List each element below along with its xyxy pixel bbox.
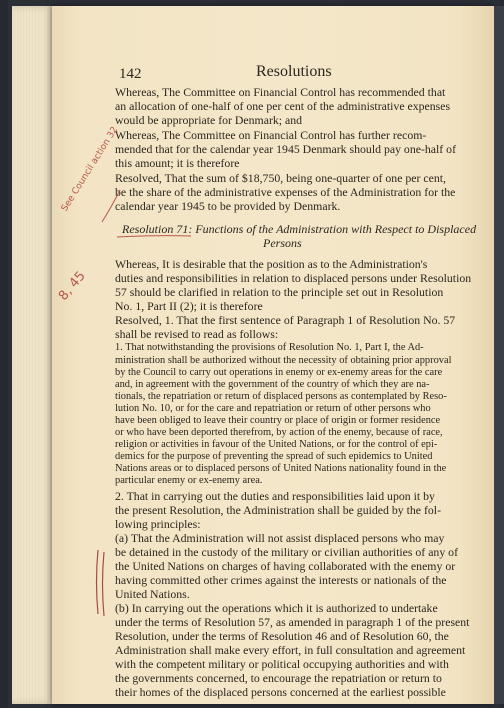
text-line: United Nations. [115, 587, 190, 601]
quoted-line: ministration shall be authorized without the necessity of obtaining prior approval [115, 355, 452, 366]
text-line: Administration shall make every effort, in full consultation and agreement [115, 643, 466, 657]
text-line: would be appropriate for Denmark; and [115, 113, 303, 127]
text-line: Whereas, The Committee on Financial Control has recommended that [115, 85, 446, 99]
handwritten-page-ref: 8, 45 [56, 268, 89, 304]
text-line: calendar year 1945 to be provided by Denmark. [115, 199, 341, 213]
text-line: be detained in the custody of the military or civilian authorities of any of [115, 545, 458, 559]
quoted-line: or who have been deported therefrom, by action of the enemy, because of race, [115, 427, 443, 438]
text-line: under the terms of Resolution 57, as amended in paragraph 1 of the present [115, 615, 470, 629]
handwritten-arrow [100, 186, 124, 226]
quoted-line: and, in agreement with the government of the country of which they are na- [115, 379, 430, 390]
text-line: Whereas, It is desirable that the position as to the Administration's [115, 257, 428, 271]
text-line: be the share of the administrative expenses of the Administration for the [115, 185, 456, 199]
running-title: Resolutions [256, 63, 332, 80]
resolution-heading: Resolution 71: Functions of the Administration with Respect to Displaced [122, 222, 477, 236]
text-line: shall be revised to read as follows: [115, 327, 279, 341]
page-number: 142 [119, 66, 142, 82]
quoted-line: have been obliged to leave their country or place of origin or former residence [115, 415, 441, 426]
text-line: Whereas, The Committee on Financial Control has further recom- [115, 128, 427, 142]
page-edges [12, 6, 56, 704]
text-line: the United Nations on charges of having collaborated with the enemy or [115, 559, 456, 573]
text-line: duties and responsibilities in relation to displaced persons under Resolution [115, 271, 472, 285]
quoted-line: religion or activities in favour of the United Nations, or for the control of epi- [115, 439, 438, 450]
quoted-line: by the Council to carry out operations in enemy or ex-enemy areas for the care [115, 367, 443, 378]
handwritten-bracket-marks [92, 548, 114, 620]
text-line: No. 1, Part II (2); it is therefore [115, 299, 263, 313]
text-line: 2. That in carrying out the duties and responsibilities laid upon it by [115, 489, 435, 503]
text-line: the governments concerned, to encourage the repatriation or return to [115, 671, 442, 685]
book-spine-edge [494, 6, 504, 704]
text-line: lowing principles: [115, 517, 201, 531]
resolution-heading-cont: Persons [263, 236, 302, 250]
handwritten-margin-note: See Council action 32 [60, 125, 121, 214]
quoted-line: lution No. 10, or for the care and repatriation or return of other persons who [115, 403, 431, 414]
quoted-line: demics for the purpose of preventing the spread of such epidemics to United [115, 451, 433, 462]
text-line: (b) In carrying out the operations which it is authorized to undertake [115, 601, 438, 615]
quoted-line: particular enemy or ex-enemy area. [115, 475, 263, 486]
handwritten-underline [115, 234, 195, 240]
text-line: with the competent military or political occupying authorities and with [115, 657, 449, 671]
text-line: Resolved, That the sum of $18,750, being one-quarter of one per cent, [115, 171, 446, 185]
quoted-line: tionals, the repatriation or return of displaced persons as contemplated by Reso- [115, 391, 447, 402]
text-line: having committed other crimes against the interests or nationals of the [115, 573, 447, 587]
text-line: Resolution, under the terms of Resolution 46 and of Resolution 60, the [115, 629, 449, 643]
text-line: (a) That the Administration will not assist displaced persons who may [115, 531, 445, 545]
quoted-line: Nations areas or to displaced persons of United Nations nationality found in the [115, 463, 447, 474]
text-line: 57 should be clarified in relation to the principle set out in Resolution [115, 285, 444, 299]
text-line: this amount; it is therefore [115, 156, 240, 170]
text-line: an allocation of one-half of one per cent of the administrative expenses [115, 99, 451, 113]
text-line: mended that for the calendar year 1945 Denmark should pay one-half of [115, 142, 456, 156]
text-line: their homes of the displaced persons concerned at the earliest possible [115, 685, 446, 699]
text-line: Resolved, 1. That the first sentence of Paragraph 1 of Resolution No. 57 [115, 313, 456, 327]
text-line: the present Resolution, the Administration shall be guided by the fol- [115, 503, 441, 517]
quoted-line: 1. That notwithstanding the provisions of Resolution No. 1, Part I, the Ad- [115, 342, 424, 353]
